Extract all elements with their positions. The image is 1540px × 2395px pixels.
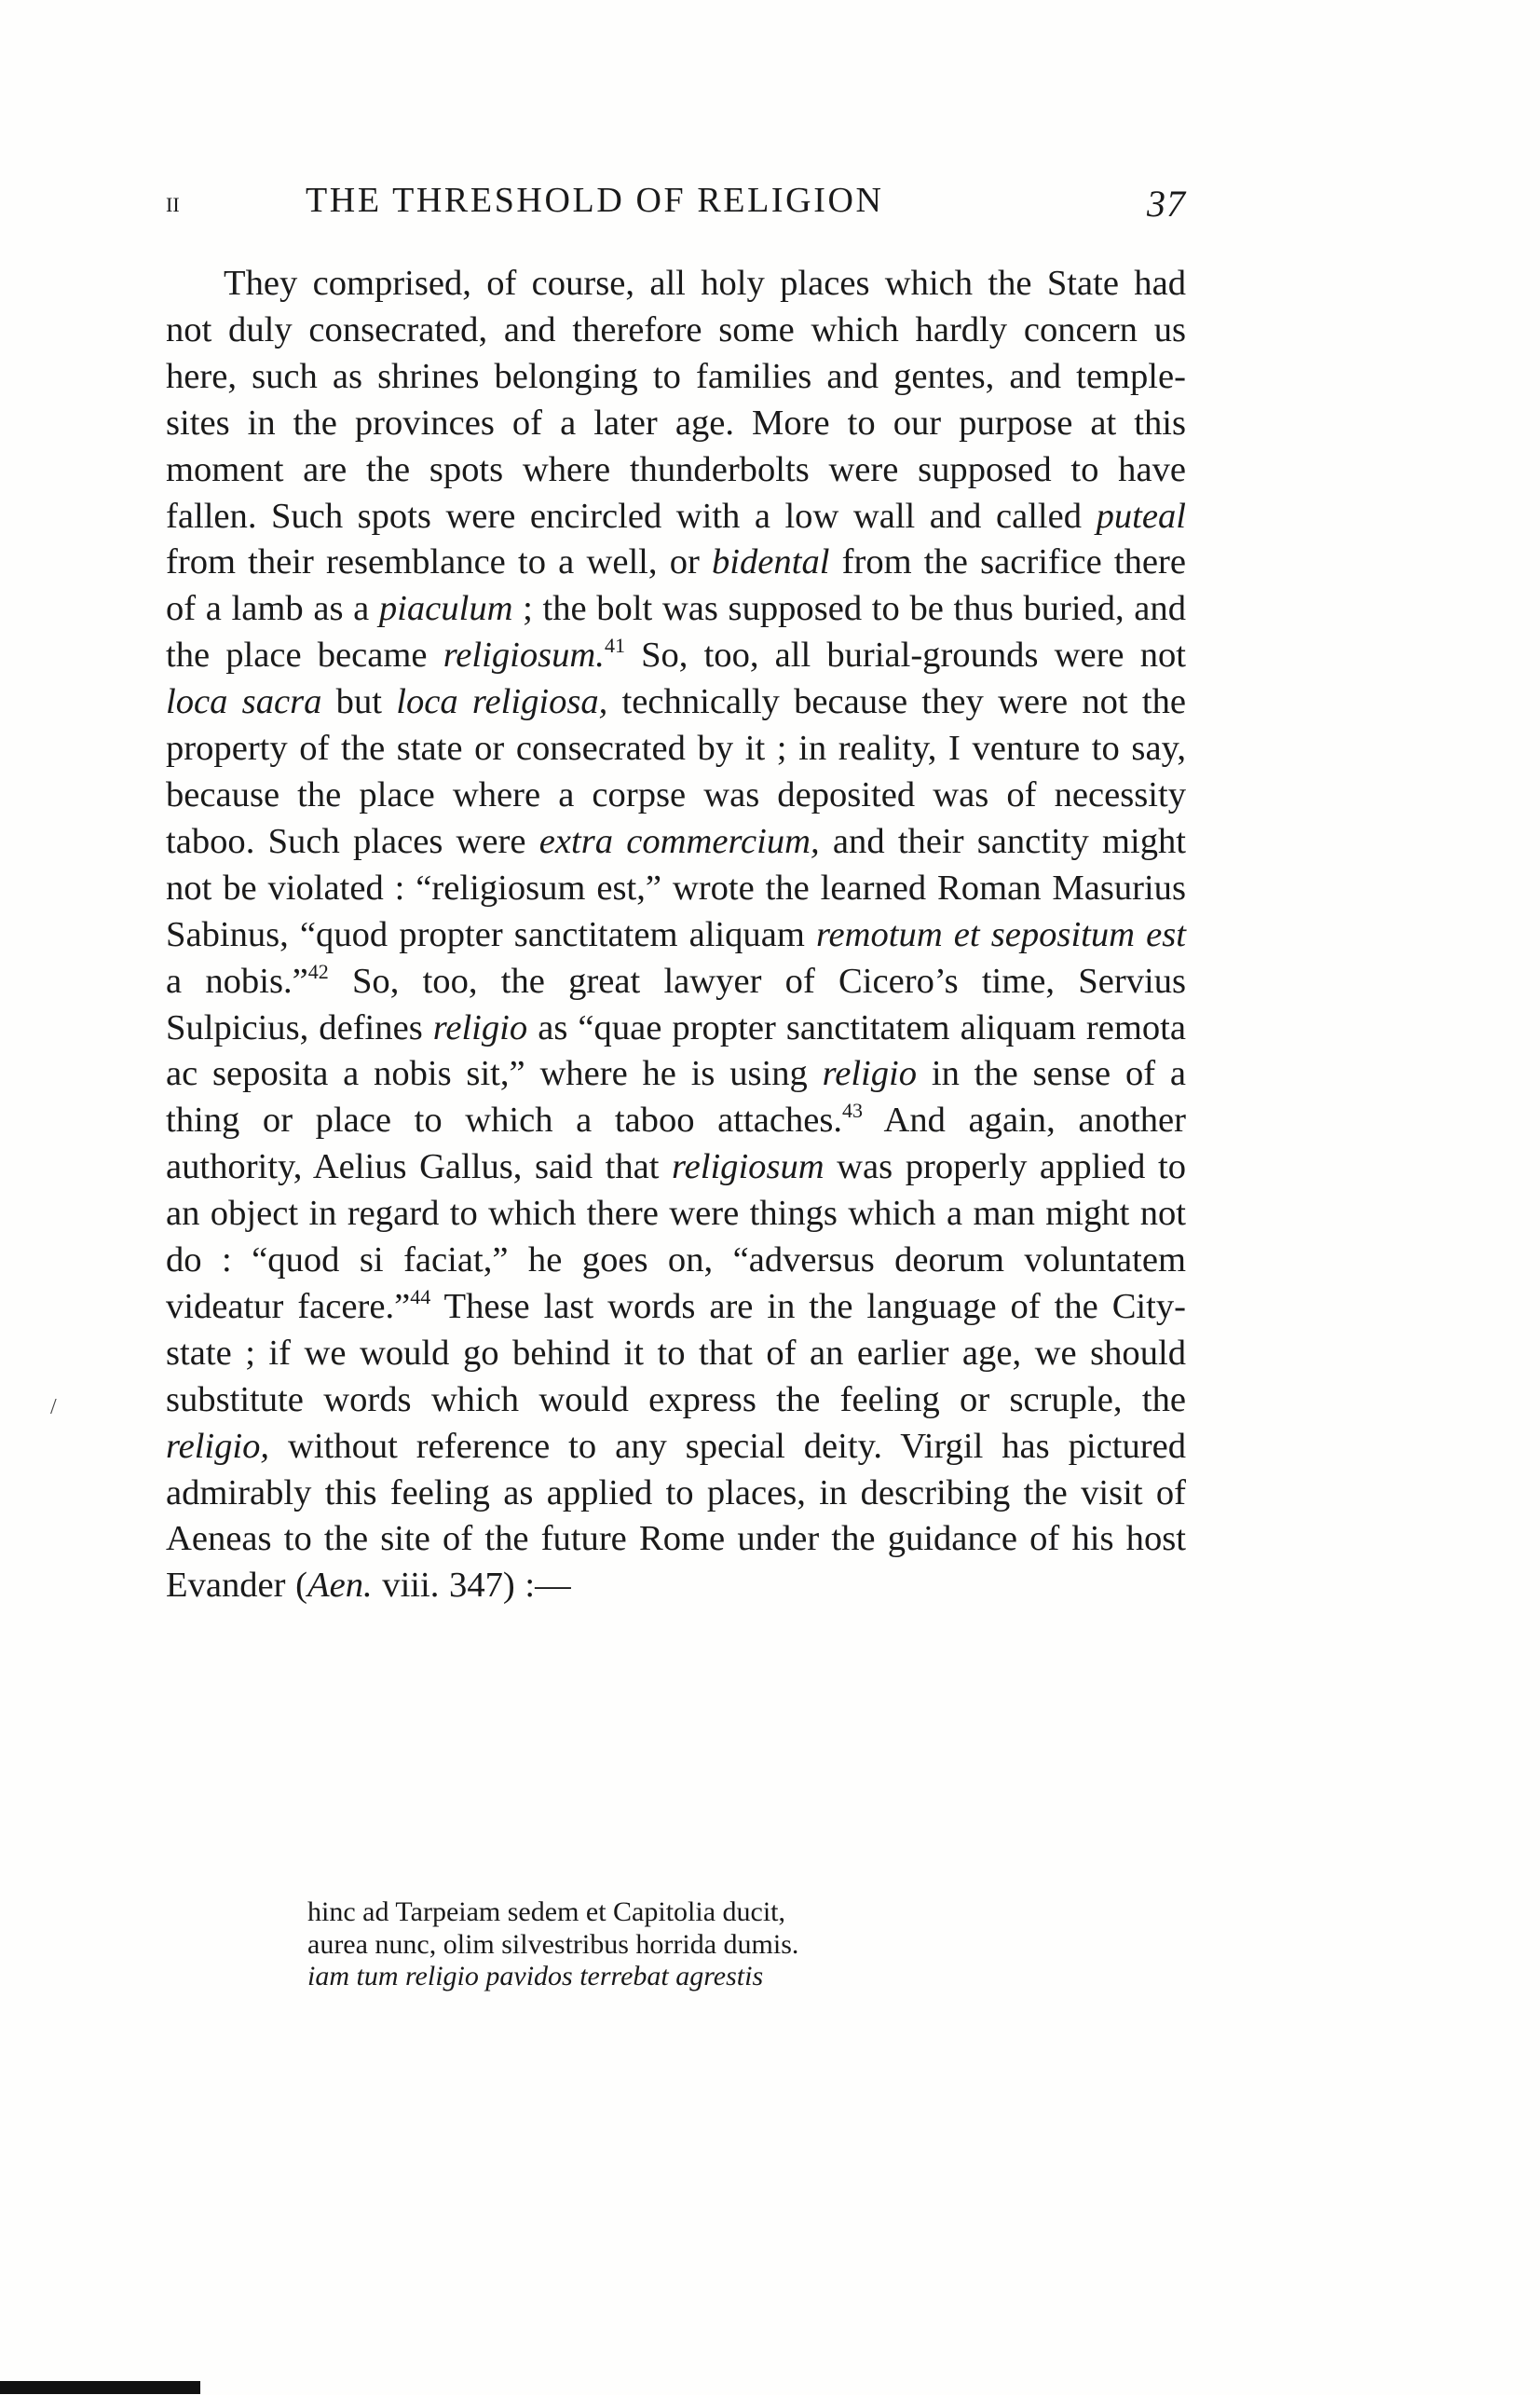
text-run: from the sacrifice there of a lamb as a: [166, 542, 1186, 629]
text-run: And again, another authority, Aelius Gallus, said that: [166, 1101, 1186, 1187]
running-head: [166, 180, 1186, 232]
italic-term: religio: [822, 1054, 918, 1094]
scan-edge-mark: [0, 2381, 200, 2394]
text-run: So, too, the great lawyer of Cicero’s time, Servius Sulpicius, defines: [166, 961, 1186, 1047]
italic-term: religiosum.: [443, 636, 605, 676]
text-run: viii. 347) :—: [372, 1566, 571, 1606]
verse-line: aurea nunc, olim silvestribus horrida dumis.: [307, 1928, 799, 1960]
text-run: as “quae propter sanctitatem aliquam remota ac seposita a nobis sit,” where he is using: [166, 1007, 1186, 1094]
paragraph: [166, 261, 1186, 1609]
italic-term: piaculum: [378, 589, 513, 629]
chapter-number: II: [166, 193, 180, 216]
text-run: So, too, all burial-grounds were not: [624, 636, 1186, 676]
running-title: THE THRESHOLD OF RELIGION: [306, 181, 884, 220]
text-run: ; the bolt was supposed to be thus buried, and the place became: [166, 589, 1186, 676]
text-run: but: [321, 682, 397, 722]
margin-mark: /: [50, 1395, 57, 1419]
text-run: in the sense of a thing or place to which a taboo attaches.: [166, 1054, 1186, 1141]
italic-term: loca sacra: [166, 682, 322, 722]
text-run: technically because they were not the property of the state or consecrated by it ; in reality, I venture to say, because the place where a corpse was deposited was of necessity taboo. Such places were: [166, 682, 1187, 861]
text-run: was properly applied to an object in regard to which there were things which a man might not do : “quod si faciat,” he goes on, “adversus deorum voluntatem videatur facere.”: [166, 1147, 1187, 1326]
page-number: 37: [1147, 183, 1186, 225]
text-run: These last words are in the language of the City-state ; if we would go behind it to that of an earlier age, we should substitute words which would express the feeling or scruple, the: [166, 1286, 1186, 1419]
italic-term: religio,: [166, 1426, 270, 1466]
italic-term: religiosum: [672, 1147, 825, 1187]
footnote-ref: 43: [842, 1099, 864, 1123]
text-run: a nobis.”: [166, 961, 308, 1001]
italic-term: Aen.: [307, 1566, 373, 1606]
footnote-ref: 41: [604, 634, 625, 658]
italic-term: bidental: [712, 542, 830, 582]
verse-quotation: [307, 1896, 1053, 1993]
footnote-ref: 42: [307, 959, 329, 983]
body-text: [166, 261, 1186, 1609]
text-run: They comprised, of course, all holy places which the State had not duly consecrated, and therefore some which hardly concern us here, such as shrines belonging to families and gentes, and temple-sites in the provinces of a later age. More to our purpose at this moment are the spots where thunderbolts were supposed to have fallen. Such spots were encircled with a low wall and called: [166, 264, 1186, 536]
text-run: from their resemblance to a well, or: [166, 542, 713, 582]
verse-line: hinc ad Tarpeiam sedem et Capitolia ducit,: [307, 1896, 786, 1927]
footnote-ref: 44: [410, 1284, 431, 1308]
text-run: without reference to any special deity. Virgil has pictured admirably this feeling as applied to places, in describing the visit of Aeneas to the site of the future Rome under the guidance of his host Evander (: [166, 1426, 1186, 1606]
italic-term: loca religiosa,: [396, 682, 608, 722]
italic-term: puteal: [1096, 496, 1186, 536]
text-run: and their sanctity might not be violated : “religiosum est,” wrote the learned Roman Masurius Sabinus, “quod propter sanctitatem aliquam: [166, 821, 1186, 954]
italic-term: remotum et sepositum est: [815, 914, 1186, 954]
italic-term: religio: [432, 1007, 528, 1047]
verse-line: iam tum religio pavidos terrebat agrestis: [307, 1961, 764, 1991]
italic-term: extra commercium,: [538, 821, 820, 861]
